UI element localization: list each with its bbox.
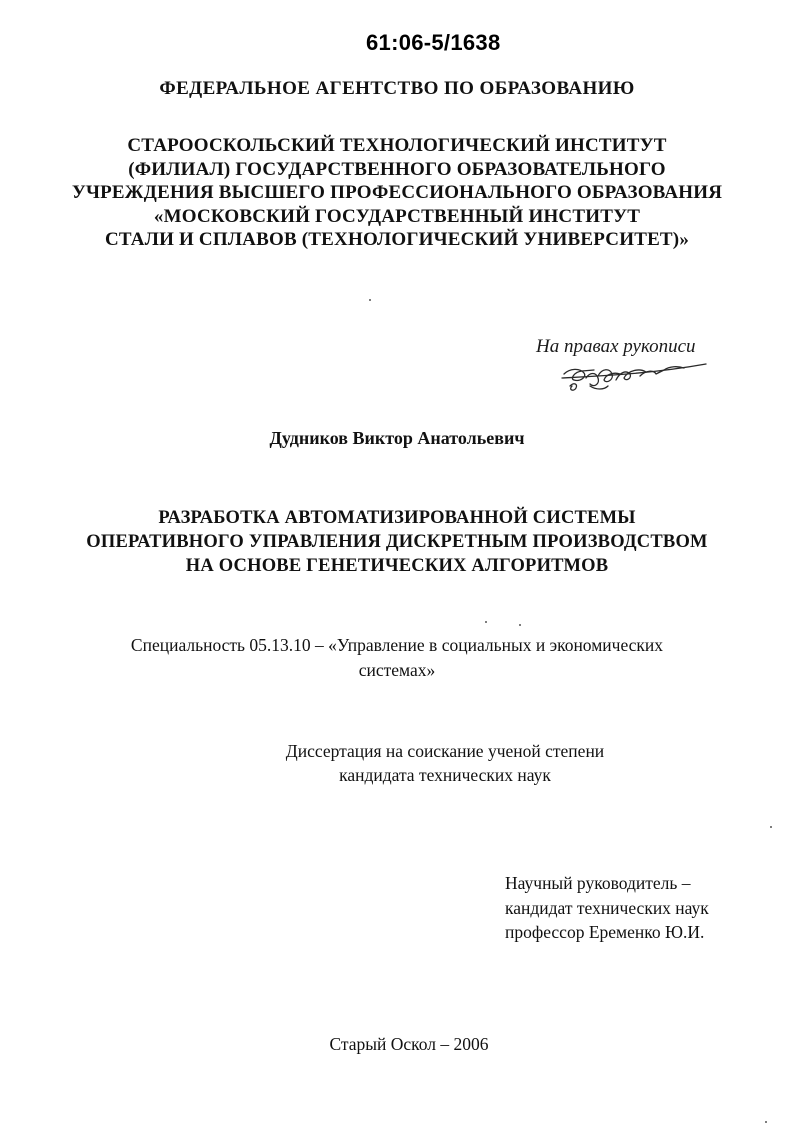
advisor-line: кандидат технических наук [505, 897, 709, 918]
scan-speck [765, 1121, 767, 1123]
scan-speck [770, 826, 772, 828]
scan-speck [369, 299, 371, 301]
title-line: НА ОСНОВЕ ГЕНЕТИЧЕСКИХ АЛГОРИТМОВ [185, 556, 609, 576]
handwritten-signature [560, 360, 710, 396]
specialty-line: Специальность 05.13.10 – «Управление в социальных и экономических [130, 635, 664, 655]
advisor-line: Научный руководитель – [505, 873, 691, 893]
advisor-line: профессор Еременко Ю.И. [505, 922, 705, 942]
institute-line: (ФИЛИАЛ) ГОСУДАРСТВЕННОГО ОБРАЗОВАТЕЛЬНОГО [128, 158, 666, 180]
institute-line: УЧРЕЖДЕНИЯ ВЫСШЕГО ПРОФЕССИОНАЛЬНОГО ОБРАЗОВАНИЯ [71, 182, 723, 203]
institute-line: СТАЛИ И СПЛАВОВ (ТЕХНОЛОГИЧЕСКИЙ УНИВЕРСИТЕТ)» [104, 229, 690, 250]
specialty [0, 633, 794, 683]
agency-heading: ФЕДЕРАЛЬНОЕ АГЕНТСТВО ПО ОБРАЗОВАНИЮ [159, 78, 635, 99]
thesis-title [0, 506, 794, 578]
scan-speck [485, 621, 487, 623]
institute-line: «МОСКОВСКИЙ ГОСУДАРСТВЕННЫЙ ИНСТИТУТ [153, 205, 641, 227]
catalog-number: 61:06-5/1638 [366, 30, 501, 55]
degree-line: кандидата технических наук [339, 765, 551, 785]
place-and-year: Старый Оскол – 2006 [329, 1034, 489, 1054]
manuscript-note: На правах рукописи [536, 336, 696, 357]
degree-line: Диссертация на соискание ученой степени [285, 741, 605, 761]
institute-name [0, 134, 794, 252]
scientific-advisor [505, 871, 709, 945]
degree-statement [48, 739, 794, 787]
specialty-line: системах» [358, 660, 436, 680]
scan-speck [519, 624, 521, 626]
author-name: Дудников Виктор Анатольевич [269, 428, 525, 448]
title-line: ОПЕРАТИВНОГО УПРАВЛЕНИЯ ДИСКРЕТНЫМ ПРОИЗВОДСТВОМ [86, 532, 708, 552]
title-line: РАЗРАБОТКА АВТОМАТИЗИРОВАННОЙ СИСТЕМЫ [158, 508, 636, 528]
institute-line: СТАРООСКОЛЬСКИЙ ТЕХНОЛОГИЧЕСКИЙ ИНСТИТУТ [127, 135, 667, 156]
